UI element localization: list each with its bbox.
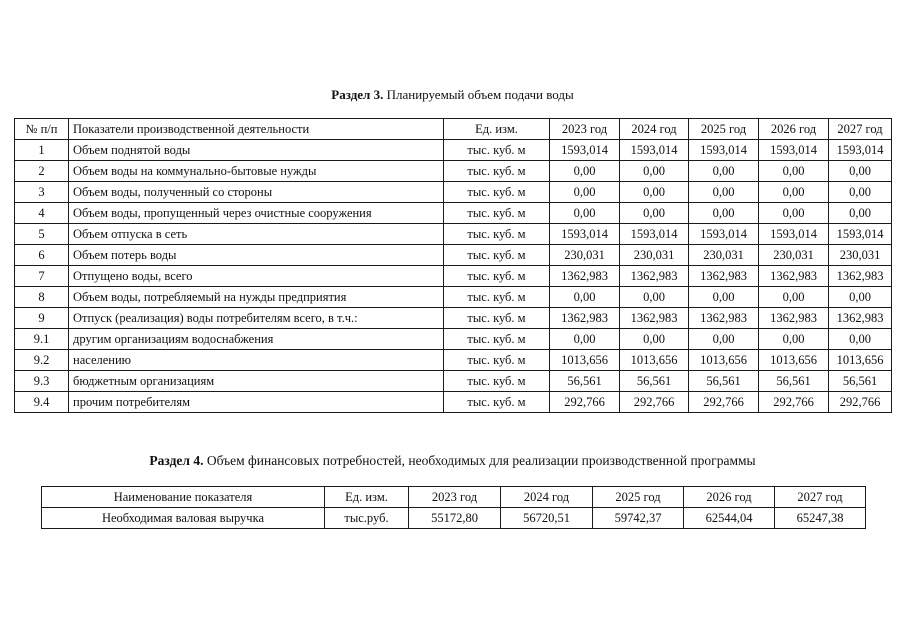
header-cell: 2023 год <box>409 487 501 508</box>
unit: тыс.руб. <box>325 508 409 529</box>
value-cell: 1362,983 <box>829 266 892 287</box>
value-cell: 230,031 <box>550 245 620 266</box>
header-cell: 2027 год <box>829 119 892 140</box>
value-cell: 0,00 <box>689 287 759 308</box>
value-cell: 0,00 <box>829 203 892 224</box>
header-cell: № п/п <box>15 119 69 140</box>
unit: тыс. куб. м <box>444 245 550 266</box>
header-cell: 2025 год <box>593 487 684 508</box>
table-row <box>42 508 866 529</box>
value-cell: 1013,656 <box>550 350 620 371</box>
value-cell: 1013,656 <box>689 350 759 371</box>
header-cell: 2024 год <box>620 119 689 140</box>
table-row <box>15 392 892 413</box>
value-cell: 1593,014 <box>620 224 689 245</box>
row-number: 9.3 <box>15 371 69 392</box>
row-number: 9 <box>15 308 69 329</box>
table-row <box>15 224 892 245</box>
row-number: 9.2 <box>15 350 69 371</box>
water-supply-table <box>14 118 892 413</box>
unit: тыс. куб. м <box>444 161 550 182</box>
indicator-name: Отпущено воды, всего <box>69 266 444 287</box>
value-cell: 1593,014 <box>759 140 829 161</box>
value-cell: 292,766 <box>689 392 759 413</box>
value-cell: 0,00 <box>620 287 689 308</box>
header-cell: Показатели производственной деятельности <box>69 119 444 140</box>
unit: тыс. куб. м <box>444 371 550 392</box>
value-cell: 0,00 <box>689 203 759 224</box>
indicator-name: Объем воды, пропущенный через очистные сооружения <box>69 203 444 224</box>
unit: тыс. куб. м <box>444 266 550 287</box>
value-cell: 0,00 <box>759 329 829 350</box>
value-cell: 230,031 <box>689 245 759 266</box>
value-cell: 0,00 <box>550 287 620 308</box>
row-number: 9.1 <box>15 329 69 350</box>
value-cell: 56,561 <box>689 371 759 392</box>
section4-title-bold: Раздел 4. <box>149 453 204 468</box>
section4-title <box>0 453 905 469</box>
header-cell: 2023 год <box>550 119 620 140</box>
value-cell: 1593,014 <box>829 224 892 245</box>
value-cell: 1593,014 <box>689 140 759 161</box>
indicator-name: другим организациям водоснабжения <box>69 329 444 350</box>
value-cell: 1362,983 <box>689 308 759 329</box>
table-row <box>15 245 892 266</box>
indicator-name: Необходимая валовая выручка <box>42 508 325 529</box>
value-cell: 1362,983 <box>759 308 829 329</box>
value-cell: 1362,983 <box>620 308 689 329</box>
row-number: 4 <box>15 203 69 224</box>
value-cell: 56,561 <box>550 371 620 392</box>
value-cell: 0,00 <box>759 203 829 224</box>
value-cell: 1593,014 <box>829 140 892 161</box>
value-cell: 0,00 <box>550 182 620 203</box>
header-cell: Наименование показателя <box>42 487 325 508</box>
value-cell: 55172,80 <box>409 508 501 529</box>
value-cell: 0,00 <box>550 329 620 350</box>
unit: тыс. куб. м <box>444 392 550 413</box>
water-supply-table-body <box>15 140 892 413</box>
row-number: 6 <box>15 245 69 266</box>
row-number: 5 <box>15 224 69 245</box>
value-cell: 1362,983 <box>620 266 689 287</box>
value-cell: 230,031 <box>829 245 892 266</box>
row-number: 7 <box>15 266 69 287</box>
value-cell: 0,00 <box>550 203 620 224</box>
value-cell: 62544,04 <box>684 508 775 529</box>
section4-title-text: Объем финансовых потребностей, необходимых для реализации производственной программы <box>203 453 756 468</box>
value-cell: 1593,014 <box>550 140 620 161</box>
indicator-name: Объем воды, потребляемый на нужды предприятия <box>69 287 444 308</box>
header-cell: 2026 год <box>684 487 775 508</box>
value-cell: 1362,983 <box>550 308 620 329</box>
value-cell: 56,561 <box>829 371 892 392</box>
value-cell: 1593,014 <box>620 140 689 161</box>
value-cell: 1362,983 <box>829 308 892 329</box>
value-cell: 0,00 <box>759 182 829 203</box>
indicator-name: Объем потерь воды <box>69 245 444 266</box>
section3-title-bold: Раздел 3. <box>331 87 384 102</box>
table-row <box>15 308 892 329</box>
value-cell: 1362,983 <box>689 266 759 287</box>
value-cell: 0,00 <box>620 329 689 350</box>
value-cell: 292,766 <box>829 392 892 413</box>
indicator-name: Объем воды на коммунально-бытовые нужды <box>69 161 444 182</box>
indicator-name: прочим потребителям <box>69 392 444 413</box>
unit: тыс. куб. м <box>444 182 550 203</box>
value-cell: 0,00 <box>829 329 892 350</box>
header-cell: Ед. изм. <box>325 487 409 508</box>
value-cell: 1013,656 <box>829 350 892 371</box>
unit: тыс. куб. м <box>444 308 550 329</box>
header-cell: Ед. изм. <box>444 119 550 140</box>
value-cell: 292,766 <box>620 392 689 413</box>
value-cell: 56,561 <box>759 371 829 392</box>
value-cell: 0,00 <box>620 182 689 203</box>
value-cell: 1593,014 <box>689 224 759 245</box>
value-cell: 1362,983 <box>550 266 620 287</box>
financial-needs-table-body <box>42 508 866 529</box>
row-number: 3 <box>15 182 69 203</box>
indicator-name: бюджетным организациям <box>69 371 444 392</box>
indicator-name: Объем отпуска в сеть <box>69 224 444 245</box>
value-cell: 1593,014 <box>550 224 620 245</box>
table-row <box>15 140 892 161</box>
value-cell: 0,00 <box>829 182 892 203</box>
value-cell: 56720,51 <box>501 508 593 529</box>
header-cell: 2024 год <box>501 487 593 508</box>
value-cell: 1013,656 <box>620 350 689 371</box>
row-number: 8 <box>15 287 69 308</box>
table-row <box>15 329 892 350</box>
table-row <box>15 182 892 203</box>
header-cell: 2027 год <box>775 487 866 508</box>
table-row <box>15 203 892 224</box>
value-cell: 1013,656 <box>759 350 829 371</box>
unit: тыс. куб. м <box>444 329 550 350</box>
unit: тыс. куб. м <box>444 350 550 371</box>
row-number: 2 <box>15 161 69 182</box>
value-cell: 0,00 <box>550 161 620 182</box>
table-header-row <box>42 487 866 508</box>
value-cell: 56,561 <box>620 371 689 392</box>
unit: тыс. куб. м <box>444 140 550 161</box>
value-cell: 230,031 <box>759 245 829 266</box>
unit: тыс. куб. м <box>444 203 550 224</box>
indicator-name: населению <box>69 350 444 371</box>
row-number: 9.4 <box>15 392 69 413</box>
value-cell: 0,00 <box>620 203 689 224</box>
unit: тыс. куб. м <box>444 287 550 308</box>
value-cell: 0,00 <box>689 329 759 350</box>
indicator-name: Объем воды, полученный со стороны <box>69 182 444 203</box>
value-cell: 1593,014 <box>759 224 829 245</box>
table-row <box>15 266 892 287</box>
value-cell: 0,00 <box>829 161 892 182</box>
header-cell: 2025 год <box>689 119 759 140</box>
value-cell: 0,00 <box>759 287 829 308</box>
value-cell: 292,766 <box>759 392 829 413</box>
value-cell: 1362,983 <box>759 266 829 287</box>
value-cell: 0,00 <box>689 161 759 182</box>
header-cell: 2026 год <box>759 119 829 140</box>
value-cell: 65247,38 <box>775 508 866 529</box>
table-row <box>15 350 892 371</box>
table-row <box>15 287 892 308</box>
value-cell: 0,00 <box>689 182 759 203</box>
unit: тыс. куб. м <box>444 224 550 245</box>
value-cell: 59742,37 <box>593 508 684 529</box>
table-header-row <box>15 119 892 140</box>
value-cell: 0,00 <box>829 287 892 308</box>
value-cell: 0,00 <box>620 161 689 182</box>
indicator-name: Объем поднятой воды <box>69 140 444 161</box>
row-number: 1 <box>15 140 69 161</box>
indicator-name: Отпуск (реализация) воды потребителям всего, в т.ч.: <box>69 308 444 329</box>
table-row <box>15 371 892 392</box>
financial-needs-table <box>41 486 866 529</box>
section3-title <box>0 87 905 103</box>
value-cell: 292,766 <box>550 392 620 413</box>
value-cell: 230,031 <box>620 245 689 266</box>
section3-title-text: Планируемый объем подачи воды <box>383 87 574 102</box>
value-cell: 0,00 <box>759 161 829 182</box>
table-row <box>15 161 892 182</box>
